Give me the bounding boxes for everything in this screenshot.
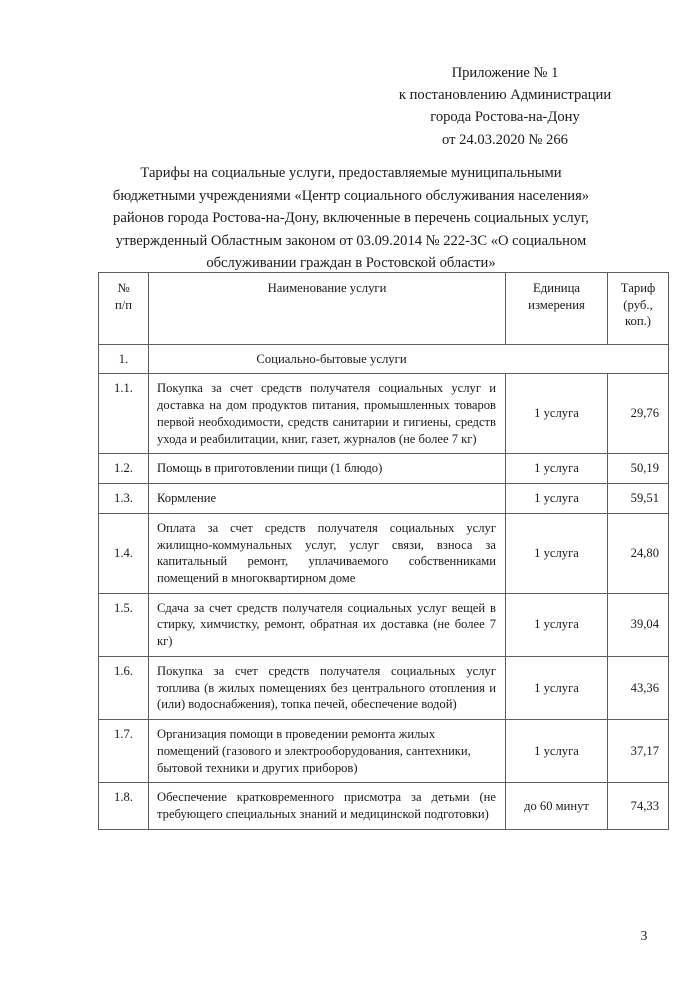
row-unit: 1 услуга: [506, 593, 608, 656]
row-tariff: 39,04: [608, 593, 669, 656]
title-line-5: обслуживании граждан в Ростовской области»: [206, 255, 496, 272]
table-row: [99, 783, 669, 829]
row-service-name: Организация помощи в проведении ремонта жилых помещений (газового и электрооборудования, сантехники, бытовой техники и других приборов): [149, 720, 506, 783]
column-header-tariff-line1: Тариф: [620, 281, 656, 295]
row-service-name: Оплата за счет средств получателя социальных услуг жилищно-коммунальных услуг, услуг связи, взноса за капитальный ремонт, уплачиваемого собственниками помещений в многоквартирном доме: [149, 513, 506, 593]
section-row-label: Социально-бытовые услуги: [256, 351, 407, 366]
table-section-row: [99, 344, 669, 374]
header-line-appendix: Приложение № 1: [451, 65, 559, 81]
table-row: [99, 656, 669, 719]
row-unit: 1 услуга: [506, 484, 608, 514]
column-header-unit: [506, 273, 608, 345]
row-tariff: 43,36: [608, 656, 669, 719]
row-unit: 1 услуга: [506, 374, 608, 454]
row-service-name: Кормление: [149, 484, 506, 514]
column-header-tariff: [608, 273, 669, 345]
row-unit: 1 услуга: [506, 656, 608, 719]
row-unit: 1 услуга: [506, 513, 608, 593]
row-service-name: Покупка за счет средств получателя социальных услуг и доставка на дом продуктов питания, промышленных товаров первой необходимости, средств санитарии и гигиены, средств ухода и реабилитации, книг, газет, журналов (не более 7 кг): [149, 374, 506, 454]
column-header-unit-line1: Единица: [533, 281, 580, 295]
row-service-name: Покупка за счет средств получателя социальных услуг топлива (в жилых помещениях без центрального отопления и (или) водоснабжения), топка печей, обеспечение водой): [149, 656, 506, 719]
row-tariff: 24,80: [608, 513, 669, 593]
column-header-num-line2: п/п: [114, 297, 133, 312]
row-tariff: 74,33: [608, 783, 669, 829]
page-number: 3: [640, 928, 648, 943]
column-header-name-line1: Наименование услуги: [267, 281, 387, 295]
row-tariff: 29,76: [608, 374, 669, 454]
table-row: [99, 720, 669, 783]
column-header-num-line1: №: [117, 281, 130, 295]
row-number: 1.2.: [99, 454, 149, 484]
row-number: 1.4.: [99, 513, 149, 593]
row-tariff: 59,51: [608, 484, 669, 514]
row-service-name: Помощь в приготовлении пищи (1 блюдо): [149, 454, 506, 484]
header-line-city: города Ростова-на-Дону: [430, 109, 580, 126]
table-header-row: [99, 273, 669, 345]
title-line-2: бюджетными учреждениями «Центр социального обслуживания населения»: [112, 187, 590, 204]
title-line-1: Тарифы на социальные услуги, предоставляемые муниципальными: [140, 165, 562, 181]
column-header-tariff-line3: коп.): [624, 314, 652, 328]
row-unit: 1 услуга: [506, 720, 608, 783]
document-header: [340, 62, 670, 151]
row-service-name: Обеспечение кратковременного присмотра за детьми (не требующего специальных знаний и медицинской подготовки): [149, 783, 506, 829]
table-row: [99, 484, 669, 514]
header-line-date-number: от 24.03.2020 № 266: [442, 131, 568, 148]
row-number: 1.5.: [99, 593, 149, 656]
column-header-tariff-line2: (руб.,: [623, 297, 653, 312]
row-number: 1.7.: [99, 720, 149, 783]
row-number: 1.1.: [99, 374, 149, 454]
row-number: 1.6.: [99, 656, 149, 719]
table-row: [99, 374, 669, 454]
row-number: 1.8.: [99, 783, 149, 829]
page-title: [98, 162, 604, 275]
table-row: [99, 454, 669, 484]
row-unit: 1 услуга: [506, 454, 608, 484]
column-header-num: [99, 273, 149, 345]
row-tariff: 37,17: [608, 720, 669, 783]
row-tariff: 50,19: [608, 454, 669, 484]
table-row: [99, 513, 669, 593]
section-row-label-cell: [149, 344, 669, 374]
header-line-decree: к постановлению Администрации: [398, 87, 612, 104]
row-unit: до 60 минут: [506, 783, 608, 829]
section-row-number: 1.: [99, 344, 149, 374]
row-service-name: Сдача за счет средств получателя социальных услуг вещей в стирку, химчистку, ремонт, обратная их доставка (не более 7 кг): [149, 593, 506, 656]
title-line-3: районов города Ростова-на-Дону, включенные в перечень социальных услуг,: [113, 210, 589, 227]
tariff-table: [98, 272, 669, 830]
title-line-4: утвержденный Областным законом от 03.09.2014 № 222-ЗС «О социальном: [115, 232, 587, 249]
column-header-name: [149, 273, 506, 345]
column-header-unit-line2: измерения: [528, 297, 585, 312]
row-number: 1.3.: [99, 484, 149, 514]
table-row: [99, 593, 669, 656]
